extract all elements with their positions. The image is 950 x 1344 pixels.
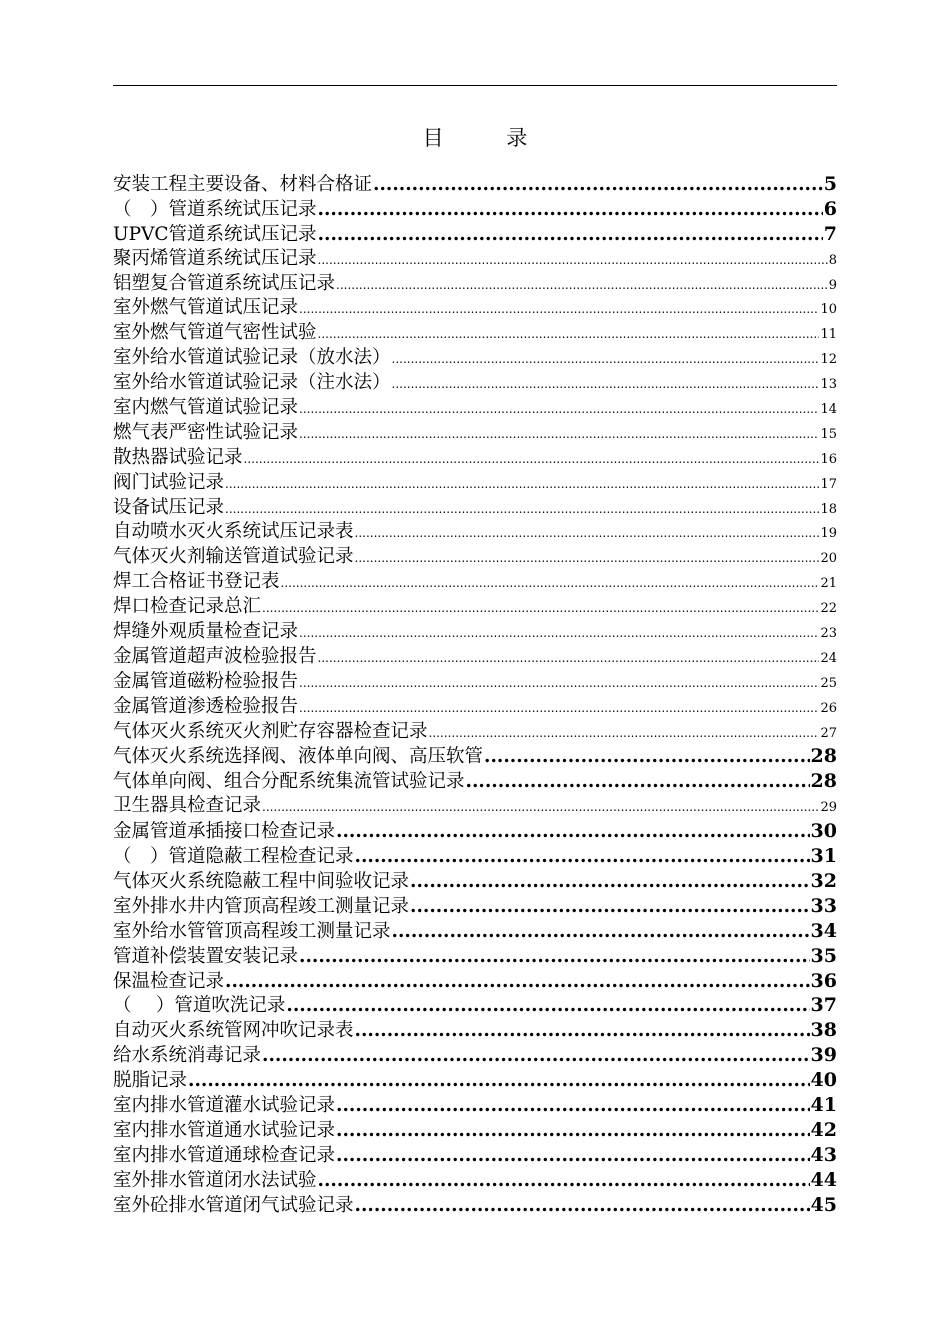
toc-entry-label: 室外排水井内管顶高程竣工测量记录: [113, 895, 410, 917]
toc-leader-dots: [355, 845, 810, 870]
toc-page-number: 14: [820, 402, 837, 418]
toc-entry-label: 保温检查记录: [113, 970, 225, 992]
toc-leader-dots: [262, 795, 819, 820]
toc-page-number: 23: [820, 626, 837, 642]
toc-entry[interactable]: [113, 496, 837, 521]
toc-entry-label: 聚丙烯管道系统试压记录: [113, 247, 317, 269]
toc-entry[interactable]: [113, 446, 837, 471]
toc-leader-dots: [262, 596, 819, 621]
toc-leader-dots: [336, 820, 810, 845]
toc-entry[interactable]: [113, 1093, 837, 1118]
toc-entry-label: 安装工程主要设备、材料合格证: [113, 174, 373, 195]
toc-entry-label: 金属管道渗透检验报告: [113, 695, 299, 717]
toc-leader-dots: [484, 745, 810, 770]
toc-entry[interactable]: [113, 1118, 837, 1143]
toc-leader-dots: [410, 870, 810, 895]
toc-entry[interactable]: [113, 346, 837, 371]
toc-entry-label: 气体灭火剂输送管道试验记录: [113, 546, 354, 568]
toc-entry-label: 室外砼排水管道闭气试验记录: [113, 1194, 354, 1216]
toc-entry[interactable]: [113, 869, 837, 894]
toc-entry-label: 室外给水管道试验记录（注水法）: [113, 372, 391, 394]
toc-entry-label: 气体灭火系统灭火剂贮存容器检查记录: [113, 720, 428, 742]
toc-leader-dots: [188, 1069, 810, 1094]
toc-entry-label: 金属管道磁粉检验报告: [113, 670, 299, 692]
toc-entry-label: 室内排水管道通球检查记录: [113, 1144, 336, 1166]
toc-entry-label: 室外给水管道试验记录（放水法）: [113, 347, 391, 369]
toc-page-number: 20: [820, 551, 837, 567]
toc-entry-label: 脱脂记录: [113, 1070, 188, 1092]
toc-leader-dots: [225, 472, 819, 497]
toc-page-number: 28: [810, 770, 837, 793]
toc-entry-label: 管道补偿装置安装记录: [113, 945, 299, 967]
toc-entry[interactable]: [113, 1193, 837, 1218]
toc-leader-dots: [299, 297, 819, 322]
toc-leader-dots: [318, 248, 828, 273]
toc-entry[interactable]: [113, 396, 837, 421]
toc-entry-label: 铝塑复合管道系统试压记录: [113, 272, 336, 294]
toc-page-number: 40: [810, 1069, 837, 1092]
toc-leader-dots: [299, 621, 819, 646]
toc-page-number: 44: [810, 1168, 837, 1191]
toc-page-number: 7: [823, 222, 837, 245]
toc-entry-label: （ ）管道隐蔽工程检查记录: [113, 846, 354, 868]
toc-entry[interactable]: [113, 720, 837, 745]
toc-entry-label: 气体灭火系统选择阀、液体单向阀、高压软管: [113, 746, 484, 768]
toc-entry-label: 焊缝外观质量检查记录: [113, 621, 299, 643]
toc-leader-dots: [355, 1194, 810, 1219]
toc-entry[interactable]: [113, 172, 837, 197]
toc-page-number: 6: [823, 197, 837, 220]
toc-page-number: 41: [810, 1093, 837, 1116]
toc-leader-dots: [336, 273, 828, 298]
toc-page-number: 25: [820, 675, 837, 691]
toc-entry-label: 金属管道超声波检验报告: [113, 645, 317, 667]
toc-entry-label: 散热器试验记录: [113, 446, 243, 468]
toc-entry[interactable]: [113, 296, 837, 321]
toc-leader-dots: [392, 920, 810, 945]
toc-page-number: 19: [820, 526, 837, 542]
toc-leader-dots: [299, 397, 819, 422]
toc-page-number: 28: [810, 745, 837, 768]
toc-entry-label: 室外燃气管道气密性试验: [113, 322, 317, 344]
toc-entry[interactable]: [113, 1018, 837, 1043]
toc-page-number: 13: [820, 377, 837, 393]
toc-page-number: 5: [823, 173, 837, 195]
toc-entry-label: 焊口检查记录总汇: [113, 596, 262, 618]
toc-entry-label: UPVC管道系统试压记录: [113, 223, 317, 245]
toc-entry[interactable]: [113, 570, 837, 595]
toc-entry-label: 室内排水管道灌水试验记录: [113, 1094, 336, 1116]
toc-leader-dots: [262, 1044, 810, 1069]
toc-page-number: 39: [810, 1044, 837, 1067]
toc-leader-dots: [299, 945, 810, 970]
toc-page-number: 31: [810, 845, 837, 868]
toc-entry-label: 室内燃气管道试验记录: [113, 397, 299, 419]
toc-page-number: 21: [820, 576, 837, 592]
toc-entry[interactable]: [113, 794, 837, 819]
toc-leader-dots: [286, 994, 809, 1019]
toc-entry[interactable]: [113, 471, 837, 496]
toc-entry-label: 焊工合格证书登记表: [113, 571, 280, 593]
toc-page-number: 9: [828, 277, 837, 293]
toc-leader-dots: [336, 1144, 810, 1169]
toc-page-number: 27: [820, 725, 837, 741]
toc-entry-label: 室内排水管道通水试验记录: [113, 1119, 336, 1141]
toc-page-number: 26: [820, 700, 837, 716]
toc-entry-label: 室外排水管道闭水法试验: [113, 1169, 317, 1191]
toc-leader-dots: [429, 721, 820, 746]
toc-leader-dots: [318, 646, 820, 671]
toc-page-number: 15: [820, 426, 837, 442]
toc-entry[interactable]: [113, 844, 837, 869]
toc-entry[interactable]: [113, 371, 837, 396]
toc-entry-label: 阀门试验记录: [113, 471, 225, 493]
toc-page-number: 11: [820, 327, 837, 343]
toc-entry-label: 室外给水管管顶高程竣工测量记录: [113, 920, 391, 942]
toc-leader-dots: [355, 521, 820, 546]
toc-page-number: 8: [828, 252, 837, 268]
toc-entry[interactable]: [113, 645, 837, 670]
toc-leader-dots: [355, 1019, 810, 1044]
toc-entry[interactable]: [113, 545, 837, 570]
toc-page-number: 33: [810, 894, 837, 917]
toc-entry-label: （ ）管道系统试压记录: [113, 198, 317, 220]
toc-leader-dots: [225, 497, 819, 522]
toc-entry[interactable]: [113, 819, 837, 844]
toc-leader-dots: [392, 347, 820, 372]
toc-entry[interactable]: [113, 222, 837, 247]
toc-entry[interactable]: [113, 944, 837, 969]
toc-entry[interactable]: [113, 520, 837, 545]
toc-leader-dots: [466, 770, 810, 795]
toc-leader-dots: [299, 422, 819, 447]
toc-page-number: 18: [820, 501, 837, 517]
toc-entry[interactable]: [113, 595, 837, 620]
toc-page-number: 30: [810, 820, 837, 843]
toc-title: 目 录: [422, 126, 556, 150]
toc-entry-label: 金属管道承插接口检查记录: [113, 821, 336, 843]
toc-leader-dots: [336, 1119, 810, 1144]
toc-page-number: 36: [810, 969, 837, 992]
toc-page-number: 37: [810, 994, 837, 1017]
toc-entry-label: 自动灭火系统管网冲吹记录表: [113, 1020, 354, 1042]
toc-entry-label: 给水系统消毒记录: [113, 1045, 262, 1067]
toc-entry[interactable]: [113, 620, 837, 645]
toc-entry-label: 气体灭火系统隐蔽工程中间验收记录: [113, 870, 410, 892]
toc-entry-label: 自动喷水灭火系统试压记录表: [113, 521, 354, 543]
toc-leader-dots: [336, 1094, 810, 1119]
toc-entry[interactable]: [113, 670, 837, 695]
toc-leader-dots: [410, 895, 810, 920]
toc-page-number: 45: [810, 1193, 837, 1216]
toc-page-number: 42: [810, 1118, 837, 1141]
toc-entry[interactable]: [113, 993, 837, 1018]
toc-page-number: 32: [810, 869, 837, 892]
toc-leader-dots: [392, 372, 820, 397]
toc-page-number: 12: [820, 352, 837, 368]
toc-entry-label: 燃气表严密性试验记录: [113, 421, 299, 443]
toc-page-number: 38: [810, 1019, 837, 1042]
toc-entry[interactable]: [113, 769, 837, 794]
toc-leader-dots: [281, 571, 820, 596]
toc-entry[interactable]: [113, 421, 837, 446]
toc-entry[interactable]: [113, 321, 837, 346]
toc-leader-dots: [318, 198, 823, 223]
toc-page-number: 22: [820, 601, 837, 617]
toc-entry[interactable]: [113, 894, 837, 919]
toc-entry-label: 卫生器具检查记录: [113, 795, 262, 817]
toc-entry-label: 室外燃气管道试压记录: [113, 297, 299, 319]
toc-entry[interactable]: [113, 1143, 837, 1168]
toc-page-number: 34: [810, 919, 837, 942]
toc-entry[interactable]: [113, 197, 837, 222]
header-rule: [113, 85, 837, 86]
toc-page-number: 16: [820, 451, 837, 467]
toc-page-number: 35: [810, 944, 837, 967]
table-of-contents: [113, 172, 837, 1217]
toc-entry[interactable]: [113, 1168, 837, 1193]
toc-leader-dots: [373, 173, 823, 198]
toc-entry[interactable]: [113, 247, 837, 272]
toc-leader-dots: [225, 970, 810, 995]
toc-entry-label: 设备试压记录: [113, 496, 225, 518]
toc-entry[interactable]: [113, 1043, 837, 1068]
toc-entry[interactable]: [113, 272, 837, 297]
toc-leader-dots: [299, 696, 819, 721]
toc-entry[interactable]: [113, 1068, 837, 1093]
toc-entry-label: （ ）管道吹洗记录: [113, 995, 286, 1017]
toc-leader-dots: [318, 322, 820, 347]
toc-page-number: 10: [820, 302, 837, 318]
toc-page-number: 24: [820, 650, 837, 666]
toc-page-number: 17: [820, 476, 837, 492]
toc-entry[interactable]: [113, 969, 837, 994]
toc-entry-label: 气体单向阀、组合分配系统集流管试验记录: [113, 771, 465, 793]
toc-leader-dots: [318, 223, 823, 248]
toc-leader-dots: [355, 546, 820, 571]
toc-leader-dots: [244, 447, 820, 472]
toc-entry[interactable]: [113, 919, 837, 944]
toc-page-number: 29: [820, 800, 837, 816]
toc-leader-dots: [318, 1169, 810, 1194]
toc-entry[interactable]: [113, 695, 837, 720]
toc-leader-dots: [299, 671, 819, 696]
toc-entry[interactable]: [113, 744, 837, 769]
toc-page-number: 43: [810, 1143, 837, 1166]
